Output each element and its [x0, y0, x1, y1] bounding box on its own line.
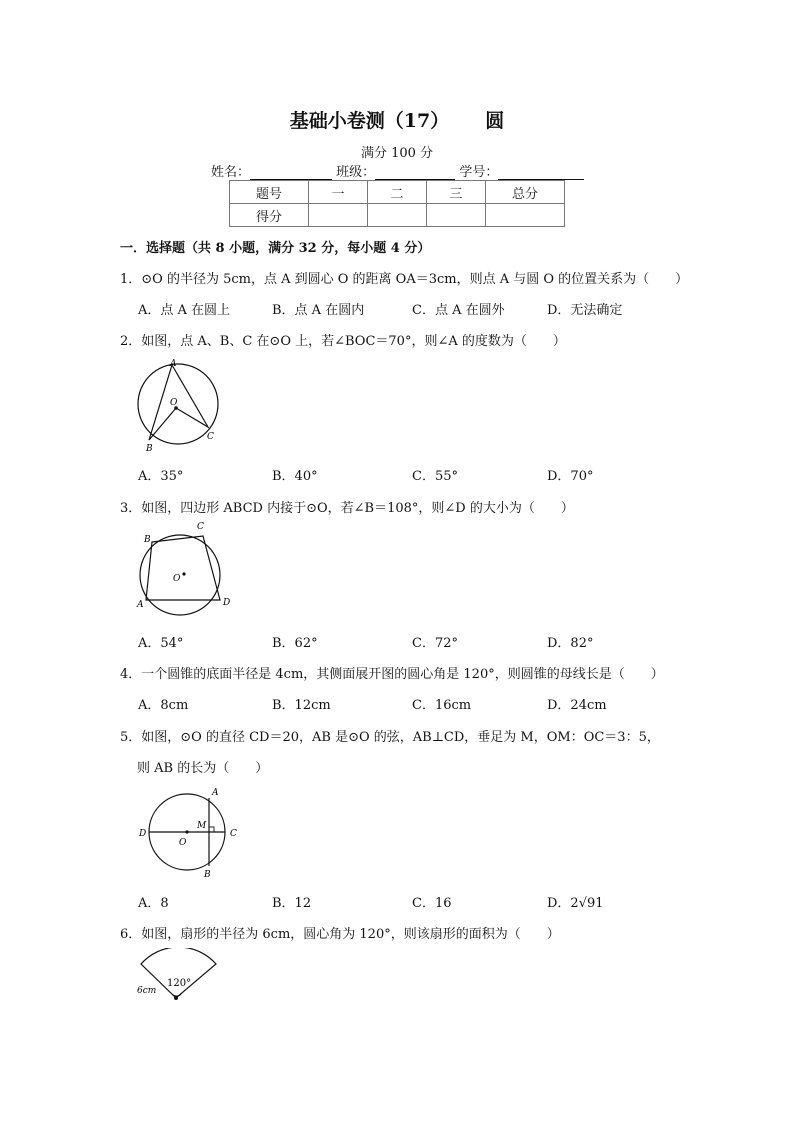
title-main: 基础小卷测（17）	[289, 110, 450, 132]
q5-label: D	[139, 829, 147, 839]
q2-option-b[interactable]: B．40°	[272, 469, 318, 484]
q5-label: B	[204, 870, 211, 880]
question-6: 6．如图，扇形的半径为 6cm，圆心角为 120°，则该扇形的面积为（ ）	[120, 927, 560, 942]
score-cell: 总分	[486, 181, 565, 204]
q3-figure	[130, 518, 240, 626]
full-score: 满分 100 分	[360, 146, 434, 161]
name-field[interactable]	[250, 165, 332, 180]
q5-option-a[interactable]: A．8	[138, 896, 169, 911]
q3-option-c[interactable]: C．72°	[412, 636, 458, 651]
score-cell: 二	[368, 181, 427, 204]
q2-figure	[130, 356, 230, 456]
score-input-cell[interactable]	[368, 204, 427, 227]
score-cell: 题号	[230, 181, 309, 204]
q2-label: O	[170, 398, 178, 408]
section-heading: 一．选择题（共 8 小题，满分 32 分，每小题 4 分）	[120, 241, 431, 256]
page-title	[0, 106, 794, 133]
q4-option-a[interactable]: A．8cm	[138, 698, 189, 713]
question-3: 3．如图，四边形 ABCD 内接于⊙O，若∠B＝108°，则∠D 的大小为（ ）	[120, 501, 574, 516]
q1-option-b[interactable]: B．点 A 在圆内	[272, 303, 365, 318]
q3-label: D	[223, 598, 231, 608]
question-1: 1．⊙O 的半径为 5cm，点 A 到圆心 O 的距离 OA＝3cm，则点 A 与圆 O 的位置关系为（ ）	[120, 272, 689, 287]
q3-label: A	[137, 600, 144, 610]
q3-option-d[interactable]: D．82°	[547, 636, 594, 651]
q3-label: O	[173, 574, 181, 584]
score-input-cell[interactable]	[486, 204, 565, 227]
score-table-score-row	[230, 204, 565, 227]
id-field[interactable]	[498, 165, 584, 180]
q3-label: C	[197, 522, 204, 532]
score-table-header-row	[230, 181, 565, 204]
q6-angle-label: 120°	[167, 978, 192, 989]
q5-label: M	[197, 821, 207, 831]
q3-label: B	[144, 535, 151, 545]
q2-label: C	[207, 432, 214, 442]
question-5-cont: 则 AB 的长为（ ）	[137, 761, 269, 776]
q6-figure	[132, 948, 232, 1004]
q6-radius-label: 6cm	[137, 986, 157, 996]
q5-figure	[135, 783, 245, 883]
q3-option-b[interactable]: B．62°	[272, 636, 318, 651]
q2-option-c[interactable]: C．55°	[412, 469, 458, 484]
q5-label: C	[230, 829, 237, 839]
id-label: 学号：	[459, 165, 499, 180]
q5-label: O	[179, 838, 187, 848]
score-input-cell[interactable]	[427, 204, 486, 227]
title-topic: 圆	[485, 110, 505, 132]
score-input-cell[interactable]	[309, 204, 368, 227]
q1-option-c[interactable]: C．点 A 在圆外	[412, 303, 505, 318]
score-cell: 三	[427, 181, 486, 204]
q4-option-b[interactable]: B．12cm	[272, 698, 331, 713]
q2-option-a[interactable]: A．35°	[138, 469, 184, 484]
question-4: 4．一个圆锥的底面半径是 4cm，其侧面展开图的圆心角是 120°，则圆锥的母线长是（ ）	[120, 667, 664, 682]
q5-option-c[interactable]: C．16	[412, 896, 452, 911]
q3-option-a[interactable]: A．54°	[138, 636, 184, 651]
q2-label: A	[170, 359, 177, 369]
question-2: 2．如图，点 A、B、C 在⊙O 上，若∠BOC＝70°，则∠A 的度数为（ ）	[120, 334, 566, 349]
q1-option-d[interactable]: D．无法确定	[547, 303, 623, 318]
class-label: 班级：	[336, 165, 376, 180]
q4-option-d[interactable]: D．24cm	[547, 698, 607, 713]
score-cell: 得分	[230, 204, 309, 227]
score-table	[229, 180, 565, 227]
q5-option-b[interactable]: B．12	[272, 896, 312, 911]
q2-label: B	[146, 444, 153, 454]
q1-option-a[interactable]: A．点 A 在圆上	[138, 303, 231, 318]
student-info-line	[211, 161, 584, 180]
score-cell: 一	[309, 181, 368, 204]
q2-option-d[interactable]: D．70°	[547, 469, 594, 484]
class-field[interactable]	[375, 165, 455, 180]
question-5: 5．如图，⊙O 的直径 CD＝20，AB 是⊙O 的弦，AB⊥CD，垂足为 M，OM：OC＝3：5，	[120, 730, 660, 745]
q4-option-c[interactable]: C．16cm	[412, 698, 472, 713]
q5-label: A	[212, 788, 219, 798]
name-label: 姓名：	[211, 165, 251, 180]
q5-option-d[interactable]: D．2√91	[547, 896, 604, 911]
